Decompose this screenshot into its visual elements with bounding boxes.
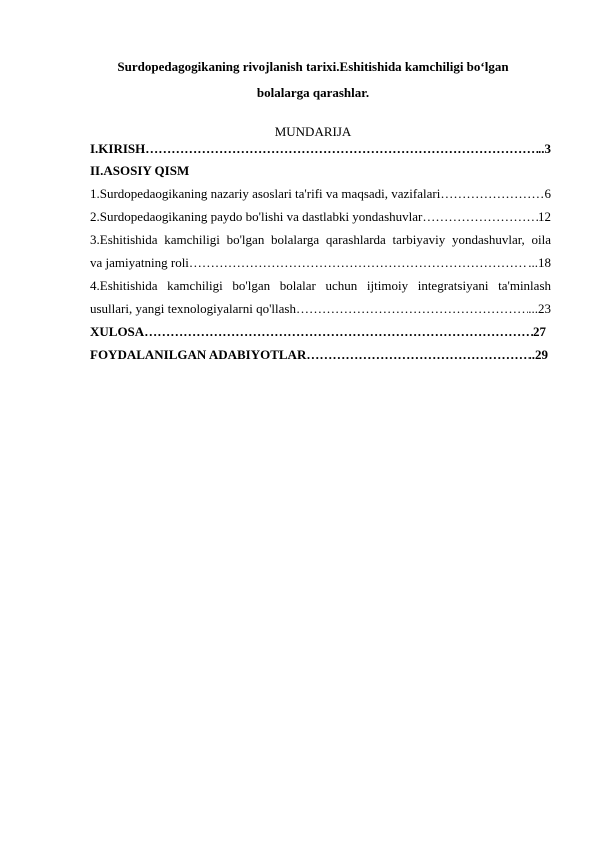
toc-entry-item-4-label: usullari, yangi texnologiyalarni qo'llash [90,301,296,316]
toc-entry-item-4 [90,301,551,317]
toc-leader-dots [422,209,538,225]
toc-entry-item-1-label: 1.Surdopedaogikaning nazariy asoslari ta'rifi va maqsadi, vazifalari [90,186,441,201]
toc-entry-references [90,347,548,363]
toc-leader-dots [440,186,544,202]
toc-entry-intro-page: ..3 [538,141,551,156]
toc-entry-item-3-label: va jamiyatning roli [90,255,189,270]
toc-leader-dots [145,141,538,157]
toc-entry-conclusion-label: XULOSA [90,324,145,339]
toc-entry-item-2-page: 12 [538,209,551,224]
toc-entry-item-4-line-1: 4.Eshitishida kamchiligi bo'lgan bolalar uchun ijtimoiy integratsiyani ta'minlash [90,278,551,293]
document-title-line-1: Surdopedagogikaning rivojlanish tarixi.Eshitishida kamchiligi bo‘lgan [117,59,509,74]
toc-entry-main-section: II.ASOSIY QISM [90,163,190,178]
toc-leader-dots [296,301,528,317]
toc-leader-dots [306,347,528,363]
toc-entry-references-label: FOYDALANILGAN ADABIYOTLAR [90,347,307,362]
toc-entry-references-page: ..29 [528,347,548,362]
toc-entry-item-3-page: ...18 [528,255,551,270]
toc-leader-dots [144,324,533,340]
toc-entry-conclusion [90,324,546,340]
toc-entry-item-2-label: 2.Surdopedaogikaning paydo bo'lishi va dastlabki yondashuvlar [90,209,423,224]
document-title-line-2: bolalarga qarashlar. [256,85,370,100]
toc-entry-item-2 [90,209,551,225]
toc-leader-dots [189,255,528,271]
toc-entry-intro [90,141,551,157]
toc-entry-item-4-page: ...23 [528,301,551,316]
toc-entry-item-3-line-1: 3.Eshitishida kamchiligi bo'lgan bolalarga qarashlarda tarbiyaviy yondashuvlar, oila [90,232,551,247]
toc-entry-conclusion-page: 27 [533,324,546,339]
toc-entry-item-1-page: 6 [544,186,551,201]
toc-entry-item-3 [90,255,551,271]
toc-entry-intro-label: I.KIRISH [90,141,146,156]
toc-heading: MUNDARIJA [274,124,352,139]
toc-entry-item-1 [90,186,551,202]
